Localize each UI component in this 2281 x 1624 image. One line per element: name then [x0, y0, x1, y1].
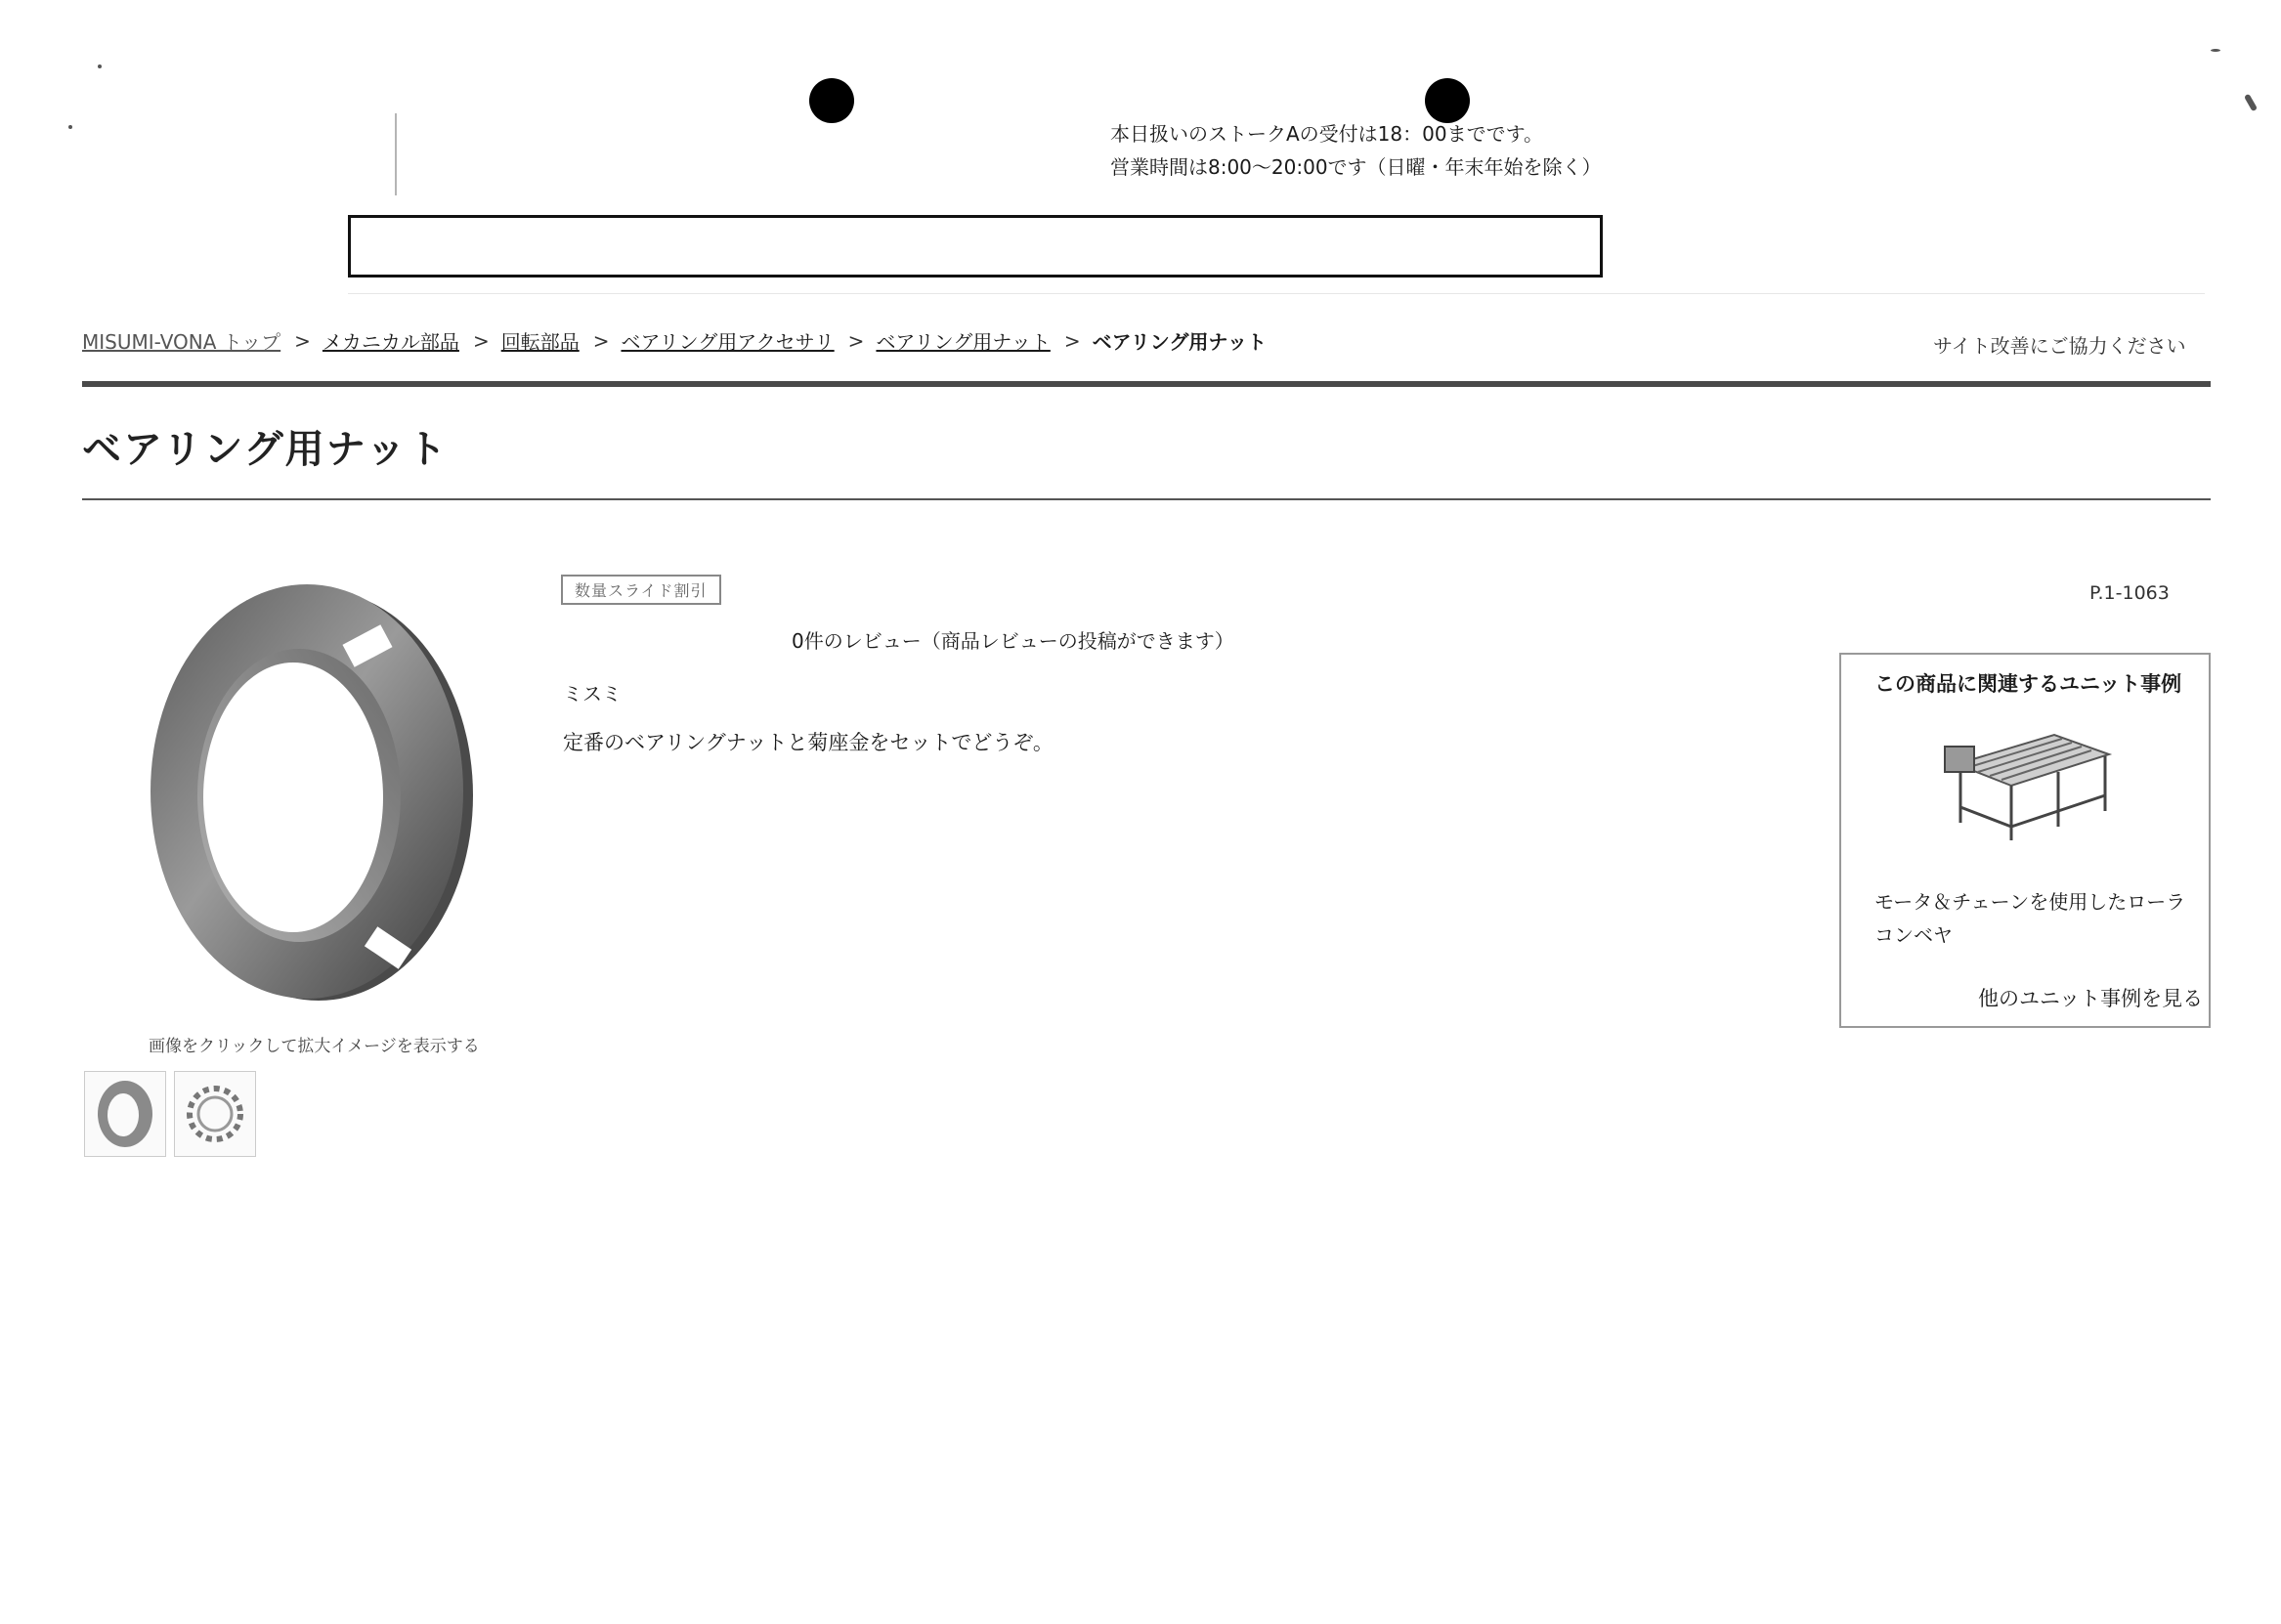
related-units-panel	[1839, 653, 2211, 1028]
scan-speck	[2211, 49, 2220, 52]
unit-example-description[interactable]: モータ＆チェーンを使用したローラコンベヤ	[1874, 890, 2186, 947]
breadcrumb-separator: >	[472, 328, 490, 353]
scan-speck	[68, 125, 72, 129]
scan-speck	[98, 64, 102, 68]
header-rule	[82, 381, 2211, 387]
breadcrumb-separator: >	[592, 328, 610, 353]
reviews-link[interactable]: 0件のレビュー（商品レビューの投稿ができます）	[792, 629, 1234, 653]
brand-name: ミスミ	[563, 682, 622, 705]
header-divider	[395, 113, 397, 195]
roller-conveyor-icon	[1937, 725, 2117, 844]
breadcrumb-mechanical-parts[interactable]: メカニカル部品	[322, 330, 459, 354]
breadcrumb-separator: >	[847, 328, 865, 353]
roller-conveyor-image[interactable]	[1937, 725, 2117, 844]
product-main-image[interactable]	[125, 565, 496, 1024]
site-feedback-link[interactable]: サイト改善にご協力ください	[1933, 334, 2186, 358]
business-hours-notice	[1110, 117, 1602, 184]
breadcrumb-separator: >	[294, 328, 311, 353]
related-units-heading: この商品に関連するユニット事例	[1874, 672, 2182, 696]
divider	[348, 293, 2205, 294]
catalog-page-number: P.1-1063	[2089, 582, 2170, 604]
notice-line-1: 本日扱いのストークAの受付は18：00までです。	[1110, 122, 1543, 146]
page-title: ベアリング用ナット	[82, 427, 449, 472]
bearing-nut-icon	[125, 565, 496, 1024]
breadcrumb-rotating-parts[interactable]: 回転部品	[500, 330, 580, 354]
breadcrumb-current: ベアリング用ナット	[1092, 330, 1268, 354]
more-unit-examples-link[interactable]: 他のユニット事例を見る	[1978, 987, 2204, 1010]
lock-washer-icon	[178, 1075, 252, 1153]
volume-discount-badge: 数量スライド割引	[561, 575, 721, 605]
title-rule	[82, 498, 2211, 500]
notice-line-2: 営業時間は8:00～20:00です（日曜・年末年始を除く）	[1110, 155, 1602, 179]
thumbnail-lock-washer[interactable]	[174, 1071, 256, 1157]
bearing-nut-icon	[91, 1076, 159, 1152]
breadcrumb-bearing-accessories[interactable]: ベアリング用アクセサリ	[621, 330, 835, 354]
search-input[interactable]	[348, 215, 1603, 278]
scan-speck	[2244, 94, 2258, 112]
product-description: 定番のベアリングナットと菊座金をセットでどうぞ。	[563, 731, 1054, 754]
image-caption: 画像をクリックして拡大イメージを表示する	[149, 1037, 480, 1056]
breadcrumb	[82, 326, 1267, 355]
breadcrumb-bearing-nuts[interactable]: ベアリング用ナット	[876, 330, 1051, 354]
breadcrumb-home[interactable]: MISUMI-VONA トップ	[82, 330, 281, 354]
breadcrumb-separator: >	[1063, 328, 1081, 353]
punch-hole	[809, 78, 854, 123]
thumbnail-bearing-nut[interactable]	[84, 1071, 166, 1157]
